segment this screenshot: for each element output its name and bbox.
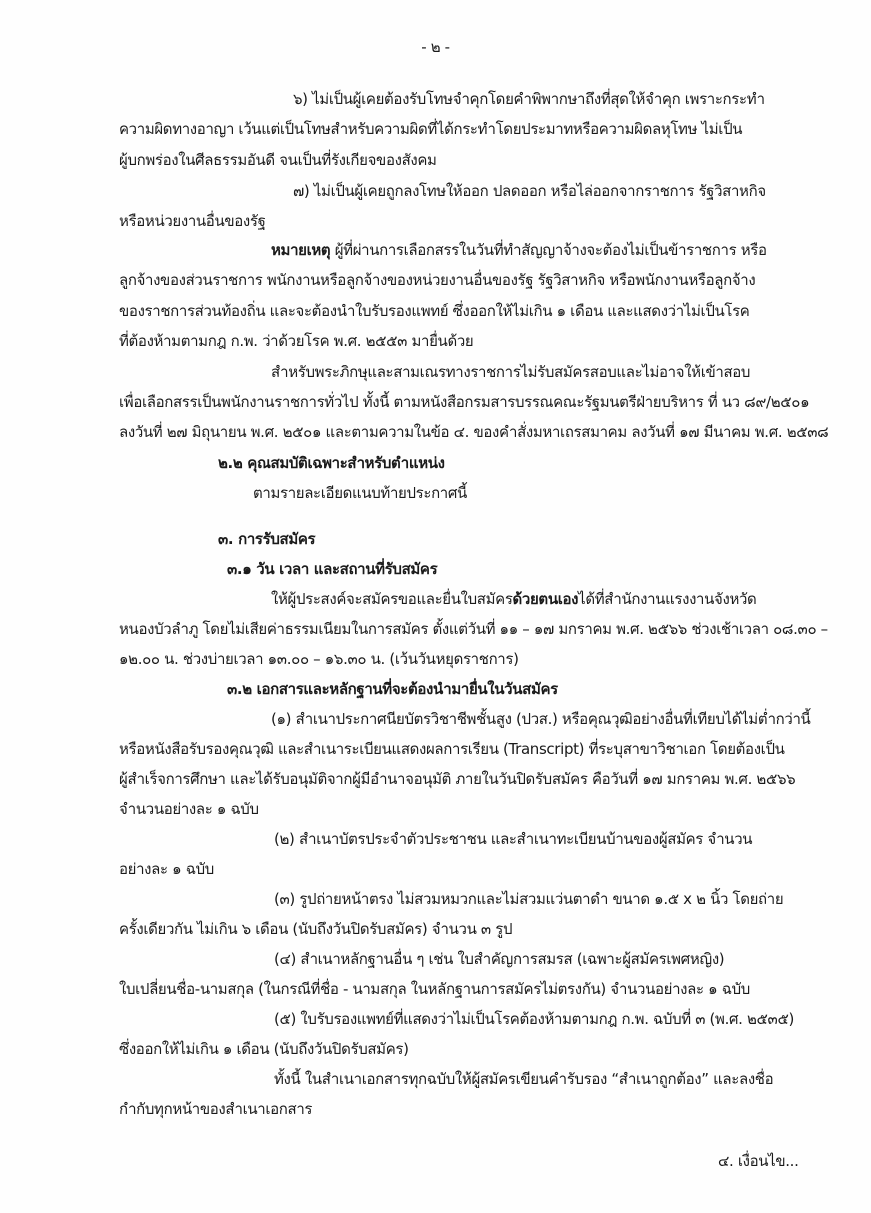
section-3-1-line-1 (271, 588, 756, 610)
item-6-line-1: ๖) ไม่เป็นผู้เคยต้องรับโทษจำคุกโดยคำพิพากษาถึงที่สุดให้จำคุก เพราะกระทำ (293, 90, 765, 108)
section-3-1-line-2: หนองบัวลำภู โดยไม่เสียค่าธรรมเนียมในการสมัคร ตั้งแต่วันที่ ๑๑ – ๑๗ มกราคม พ.ศ. ๒๕๖๖ ช่วงเช้าเวลา ๐๘.๓๐ – (119, 620, 828, 638)
item-6-line-2: ความผิดทางอาญา เว้นแต่เป็นโทษสำหรับความผิดที่ได้กระทำโดยประมาทหรือความผิดลหุโทษ ไม่เป็น (119, 120, 743, 138)
section-3-1-line-1c: ได้ที่สำนักงานแรงงานจังหวัด (578, 590, 757, 608)
monks-line-2: เพื่อเลือกสรรเป็นพนักงานราชการทั่วไป ทั้งนี้ ตามหนังสือกรมสารบรรณคณะรัฐมนตรีฝ่ายบริหาร ที่ นว ๘๙/๒๕๐๑ (119, 393, 810, 411)
section-2-2-heading: ๒.๒ คุณสมบัติเฉพาะสำหรับตำแหน่ง (218, 454, 445, 472)
certification-line-2: กำกับทุกหน้าของสำเนาเอกสาร (119, 1100, 313, 1118)
doc-1-line-1: (๑) สำเนาประกาศนียบัตรวิชาชีพชั้นสูง (ปวส.) หรือคุณวุฒิอย่างอื่นที่เทียบได้ไม่ต่ำกว่านี้ (271, 710, 811, 728)
doc-5-line-2: ซึ่งออกให้ไม่เกิน ๑ เดือน (นับถึงวันปิดรับสมัคร) (119, 1040, 409, 1058)
item-7-line-2: หรือหน่วยงานอื่นของรัฐ (119, 212, 266, 230)
note-line-3: ของราชการส่วนท้องถิ่น และจะต้องนำใบรับรองแพทย์ ซึ่งออกให้ไม่เกิน ๑ เดือน และแสดงว่าไม่เป็นโรค (119, 302, 750, 320)
note-label: หมายเหตุ (271, 241, 331, 259)
item-6-line-3: ผู้บกพร่องในศีลธรรมอันดี จนเป็นที่รังเกียจของสังคม (119, 151, 437, 169)
doc-2-line-1: (๒) สำเนาบัตรประจำตัวประชาชน และสำเนาทะเบียนบ้านของผู้สมัคร จำนวน (274, 830, 753, 848)
section-2-2-body: ตามรายละเอียดแนบท้ายประกาศนี้ (253, 484, 467, 502)
doc-5-line-1: (๕) ใบรับรองแพทย์ที่แสดงว่าไม่เป็นโรคต้องห้ามตามกฎ ก.พ. ฉบับที่ ๓ (พ.ศ. ๒๕๓๕) (274, 1010, 794, 1028)
in-person-emphasis: ด้วยตนเอง (512, 590, 579, 608)
section-3-2-heading: ๓.๒ เอกสารและหลักฐานที่จะต้องนำมายื่นในวันสมัคร (227, 680, 558, 698)
certification-line-1: ทั้งนี้ ในสำเนาเอกสารทุกฉบับให้ผู้สมัครเขียนคำรับรอง “สำเนาถูกต้อง” และลงชื่อ (274, 1070, 774, 1088)
section-3-1-heading: ๓.๑ วัน เวลา และสถานที่รับสมัคร (227, 560, 438, 578)
section-3-1-line-3: ๑๒.๐๐ น. ช่วงบ่ายเวลา ๑๓.๐๐ – ๑๖.๓๐ น. (เว้นวันหยุดราชการ) (119, 650, 519, 668)
doc-4-line-2: ใบเปลี่ยนชื่อ-นามสกุล (ในกรณีที่ชื่อ - นามสกุล ในหลักฐานการสมัครไม่ตรงกัน) จำนวนอย่างละ ๑ ฉบับ (119, 980, 750, 998)
note-line-1 (271, 239, 767, 261)
continuation-marker: ๔. เงื่อนไข... (718, 1152, 799, 1170)
doc-2-line-2: อย่างละ ๑ ฉบับ (119, 860, 214, 878)
note-line-1-text: ผู้ที่ผ่านการเลือกสรรในวันที่ทำสัญญาจ้างจะต้องไม่เป็นข้าราชการ หรือ (330, 241, 767, 259)
doc-1-line-3: ผู้สำเร็จการศึกษา และได้รับอนุมัติจากผู้มีอำนาจอนุมัติ ภายในวันปิดรับสมัคร คือวันที่ ๑๗ มกราคม พ.ศ. ๒๕๖๖ (119, 770, 796, 788)
doc-1-line-4: จำนวนอย่างละ ๑ ฉบับ (119, 800, 259, 818)
monks-line-1: สำหรับพระภิกษุและสามเณรทางราชการไม่รับสมัครสอบและไม่อาจให้เข้าสอบ (271, 363, 751, 381)
item-7-line-1: ๗) ไม่เป็นผู้เคยถูกลงโทษให้ออก ปลดออก หรือไล่ออกจากราชการ รัฐวิสาหกิจ (293, 182, 766, 200)
note-line-2: ลูกจ้างของส่วนราชการ พนักงานหรือลูกจ้างของหน่วยงานอื่นของรัฐ รัฐวิสาหกิจ หรือพนักงานหรือลูกจ้าง (119, 271, 756, 289)
page-number: - ๒ - (421, 38, 450, 56)
doc-1-line-2: หรือหนังสือรับรองคุณวุฒิ และสำเนาระเบียนแสดงผลการเรียน (Transcript) ที่ระบุสาขาวิชาเอก โดยต้องเป็น (119, 740, 785, 758)
doc-3-line-2: ครั้งเดียวกัน ไม่เกิน ๖ เดือน (นับถึงวันปิดรับสมัคร) จำนวน ๓ รูป (119, 920, 513, 938)
monks-line-3: ลงวันที่ ๒๗ มิถุนายน พ.ศ. ๒๕๐๑ และตามความในข้อ ๔. ของคำสั่งมหาเถรสมาคม ลงวันที่ ๑๗ มีนาคม พ.ศ. ๒๕๓๘ (119, 423, 829, 441)
section-3-1-line-1a: ให้ผู้ประสงค์จะสมัครขอและยื่นใบสมัคร (271, 590, 513, 608)
doc-3-line-1: (๓) รูปถ่ายหน้าตรง ไม่สวมหมวกและไม่สวมแว่นตาดำ ขนาด ๑.๕ x ๒ นิ้ว โดยถ่าย (274, 890, 784, 908)
doc-4-line-1: (๔) สำเนาหลักฐานอื่น ๆ เช่น ใบสำคัญการสมรส (เฉพาะผู้สมัครเพศหญิง) (274, 950, 725, 968)
section-3-heading: ๓. การรับสมัคร (218, 530, 316, 548)
note-line-4: ที่ต้องห้ามตามกฎ ก.พ. ว่าด้วยโรค พ.ศ. ๒๕๕๓ มายื่นด้วย (119, 332, 474, 350)
